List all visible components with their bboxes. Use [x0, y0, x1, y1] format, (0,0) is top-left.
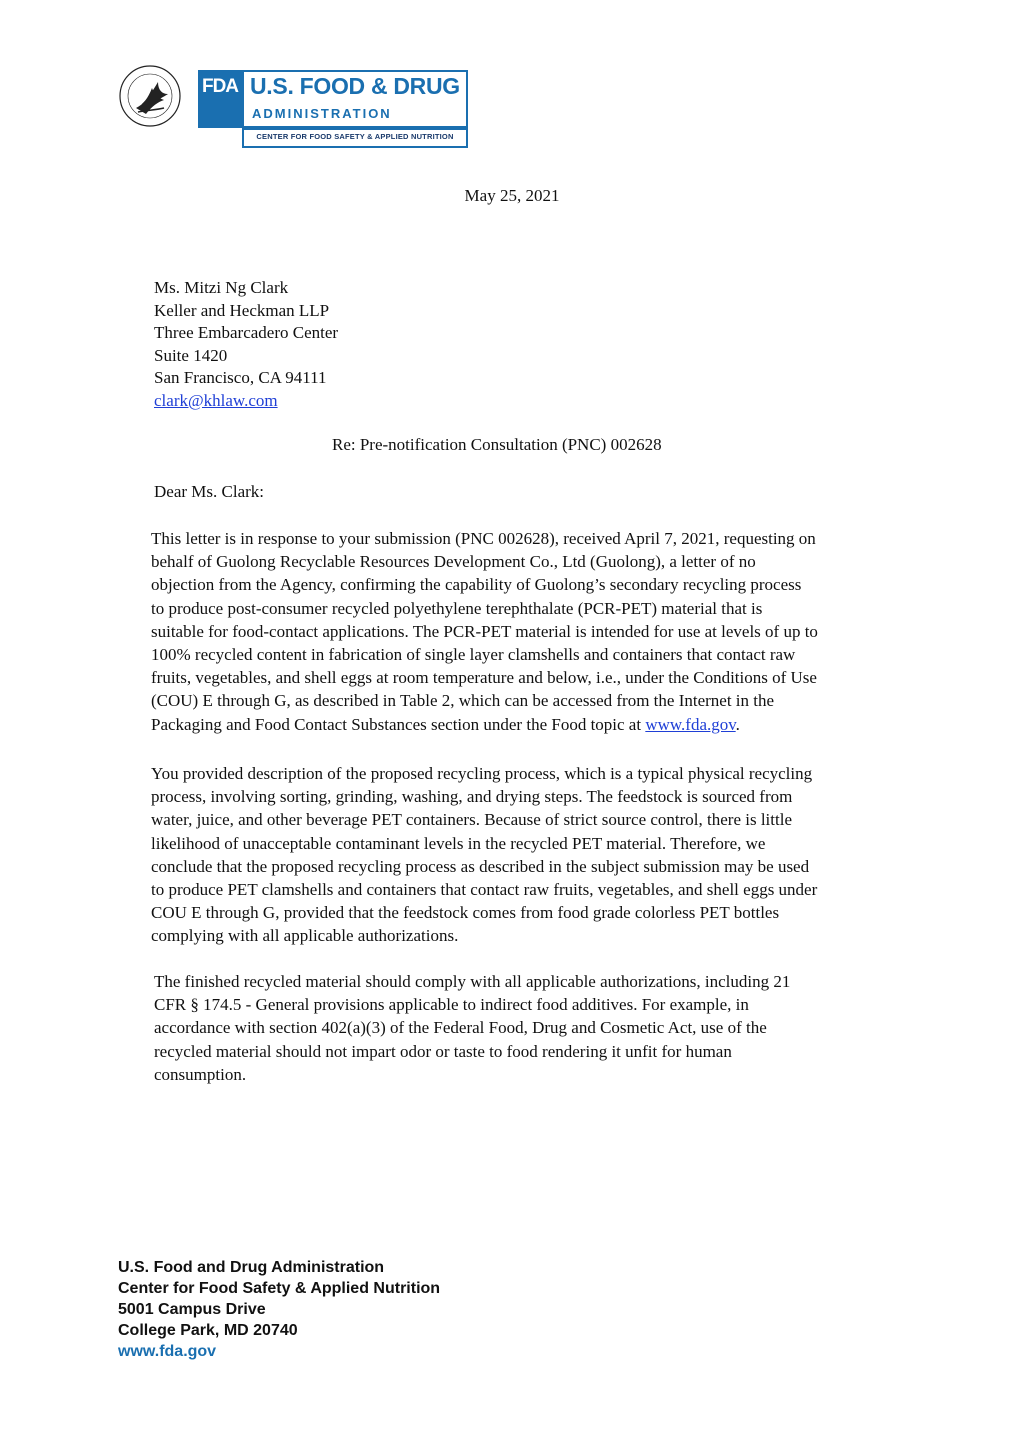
paragraph-line: process, involving sorting, grinding, washing, and drying steps. The feedstock is sourced from: [151, 787, 793, 807]
paragraph-line: recycled material should not impart odor or taste to food rendering it unfit for human: [154, 1041, 732, 1061]
footer-address: [118, 1257, 440, 1362]
paragraph-2: [151, 762, 817, 948]
paragraph-line: This letter is in response to your submission (PNC 002628), received April 7, 2021, requesting on: [151, 529, 816, 548]
subject-line: Re: Pre-notification Consultation (PNC) 002628: [332, 435, 662, 454]
recipient-email-link[interactable]: clark@khlaw.com: [154, 390, 278, 410]
recipient-address: [154, 277, 338, 412]
paragraph-text: Packaging and Food Contact Substances section under the Food topic at: [151, 714, 646, 734]
paragraph-line: 100% recycled content in fabrication of single layer clamshells and containers that contact raw: [151, 645, 796, 665]
paragraph-line: likelihood of unacceptable contaminant levels in the recycled PET material. Therefore, we: [151, 833, 766, 853]
footer-city: College Park, MD 20740: [118, 1322, 298, 1339]
paragraph-line: water, juice, and other beverage PET containers. Because of strict source control, there is little: [151, 810, 792, 830]
footer-street: 5001 Campus Drive: [118, 1301, 266, 1318]
paragraph-line: COU E through G, provided that the feedstock comes from food grade colorless PET bottles: [151, 903, 780, 923]
footer-website-link[interactable]: www.fda.gov: [118, 1343, 217, 1360]
footer-center: Center for Food Safety & Applied Nutrition: [118, 1280, 441, 1297]
paragraph-line: You provided description of the proposed recycling process, which is a typical physical recycling: [151, 764, 813, 783]
paragraph-line: conclude that the proposed recycling process as described in the subject submission may be used: [151, 856, 810, 876]
recipient-name: Ms. Mitzi Ng Clark: [154, 278, 289, 297]
fda-title-block: [242, 70, 468, 128]
paragraph-1: [151, 527, 818, 736]
paragraph-line: fruits, vegetables, and shell eggs at room temperature and below, i.e., under the Conditions of Use: [151, 668, 817, 688]
paragraph-text: .: [735, 714, 740, 734]
paragraph-line: accordance with section 402(a)(3) of the Federal Food, Drug and Cosmetic Act, use of the: [154, 1018, 767, 1038]
fda-center-name: CENTER FOR FOOD SAFETY & APPLIED NUTRITION: [256, 132, 454, 141]
fda-center-box: [242, 128, 468, 148]
fda-administration: ADMINISTRATION: [252, 106, 392, 121]
paragraph-line: complying with all applicable authorizations.: [151, 926, 459, 946]
paragraph-line: suitable for food-contact applications. The PCR-PET material is intended for use at levels of up to: [151, 621, 818, 641]
paragraph-line: (COU) E through G, as described in Table 2, which can be accessed from the Internet in the: [151, 691, 775, 711]
footer-org: U.S. Food and Drug Administration: [118, 1259, 385, 1276]
paragraph-line: [151, 713, 818, 736]
recipient-city: San Francisco, CA 94111: [154, 368, 327, 387]
paragraph-line: consumption.: [154, 1064, 247, 1084]
recipient-street: Three Embarcadero Center: [154, 323, 339, 342]
fda-logo: [198, 70, 470, 150]
paragraph-line: behalf of Guolong Recyclable Resources Development Co., Ltd (Guolong), a letter of no: [151, 552, 756, 572]
paragraph-line: The finished recycled material should comply with all applicable authorizations, including 21: [154, 972, 791, 991]
fda-abbrev: FDA: [198, 70, 242, 128]
paragraph-line: to produce PET clamshells and containers that contact raw fruits, vegetables, and shell eggs under: [151, 880, 818, 900]
recipient-suite: Suite 1420: [154, 345, 228, 365]
fda-website-link[interactable]: www.fda.gov: [645, 714, 736, 734]
paragraph-3: [154, 970, 790, 1086]
hhs-eagle-seal-icon: [118, 64, 182, 128]
recipient-firm: Keller and Heckman LLP: [154, 300, 330, 320]
paragraph-line: to produce post-consumer recycled polyethylene terephthalate (PCR-PET) material that is: [151, 598, 763, 618]
paragraph-line: objection from the Agency, confirming the capability of Guolong’s secondary recycling process: [151, 575, 802, 595]
letter-date: May 25, 2021: [464, 186, 560, 205]
salutation: Dear Ms. Clark:: [154, 482, 265, 501]
paragraph-line: CFR § 174.5 - General provisions applicable to indirect food additives. For example, in: [154, 995, 749, 1015]
fda-agency-name: U.S. FOOD & DRUG: [250, 73, 460, 99]
